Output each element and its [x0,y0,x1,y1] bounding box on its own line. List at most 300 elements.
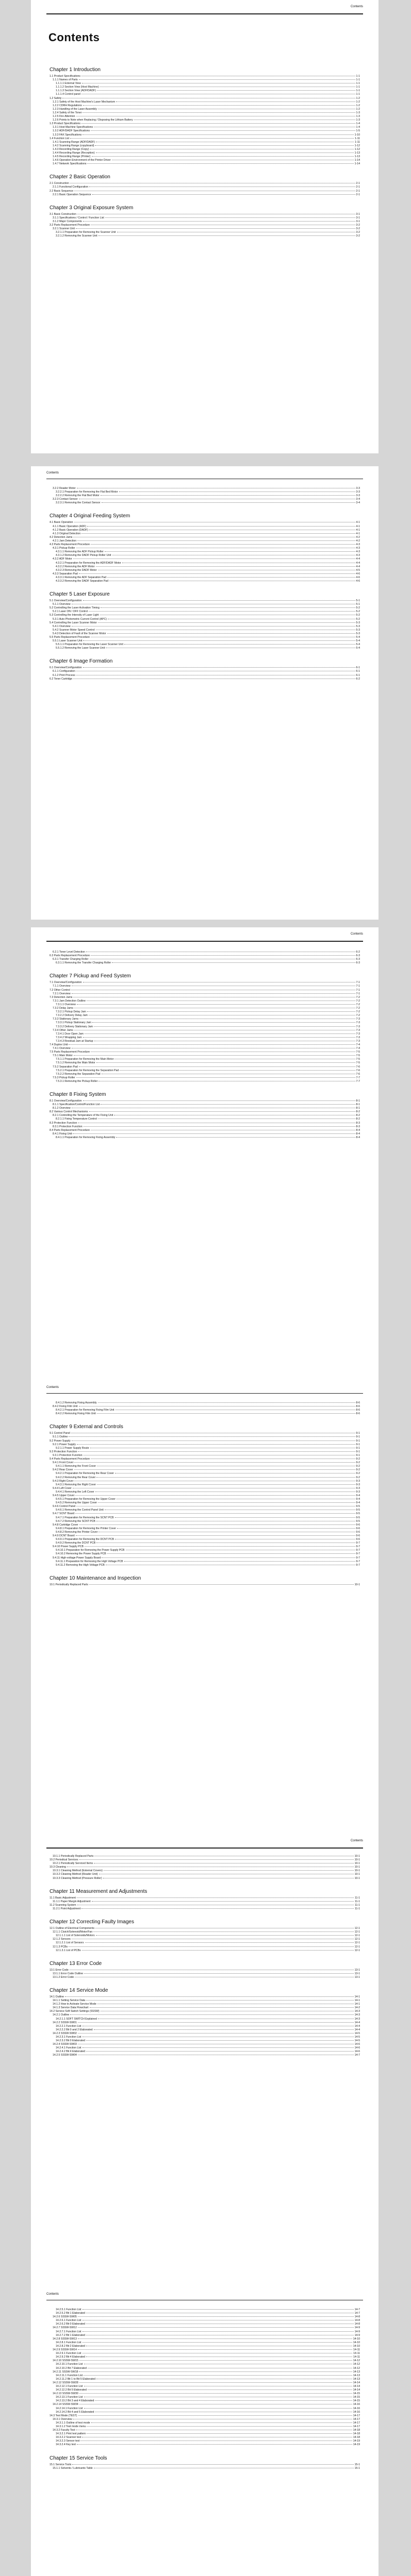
toc-entry[interactable] [50,1412,360,1416]
toc-entry[interactable] [50,572,360,576]
toc-entry[interactable] [50,1976,360,1979]
dot-leader [96,1062,355,1063]
toc-entry[interactable] [50,1439,360,1443]
toc-entry[interactable] [50,1458,360,1461]
toc-entry[interactable] [50,1520,360,1523]
toc-entry[interactable] [50,122,360,126]
toc-entry-title: 7.5 Parts Replacement Procedure [50,1050,90,1054]
toc-entry-title: 12.1.2.1 List of Sensors [56,1941,84,1945]
toc-entry[interactable] [50,1058,360,1061]
toc-entry[interactable] [50,1487,360,1490]
dot-leader [116,101,355,102]
toc-entry[interactable] [50,1099,360,1103]
toc-entry-title: 14.2.11 SSSW-SW18 [53,2370,78,2374]
toc-entry[interactable] [50,1450,360,1454]
toc-entry-title: 14.2.4.1 Function List [56,2046,81,2050]
toc-page-number: 4-2 [356,539,360,543]
toc-entry-title: 14.2.3 SSSW-SW02 [53,2031,77,2035]
toc-entry[interactable] [50,539,360,543]
dot-leader [88,2389,352,2390]
toc-entry[interactable] [50,1900,360,1904]
toc-entry-title: 3.2 Parts Replacement Procedure [50,224,90,227]
toc-entry[interactable] [50,2046,360,2050]
toc-entry[interactable] [50,2414,360,2418]
toc-entry[interactable] [50,1927,360,1930]
toc-entry[interactable] [50,536,360,539]
toc-entry[interactable] [50,1065,360,1069]
toc-entry[interactable] [50,111,360,115]
toc-entry[interactable] [50,1505,360,1509]
toc-page-number: 6-3 [356,958,360,961]
toc-entry[interactable] [50,1490,360,1494]
dot-leader [84,2375,352,2376]
toc-entry[interactable] [50,2036,360,2039]
toc-entry[interactable] [50,1136,360,1140]
toc-entry[interactable] [50,2396,360,2399]
toc-entry[interactable] [50,193,360,197]
dot-leader [92,1022,355,1023]
toc-page-number: 14-13 [353,2374,360,2377]
toc-entry[interactable] [50,1869,360,1873]
toc-entry[interactable] [50,2050,360,2054]
toc-entry[interactable] [50,2467,360,2470]
toc-entry[interactable] [50,2429,360,2432]
toc-entry[interactable] [50,78,360,82]
toc-entry[interactable] [50,1014,360,1018]
toc-entry[interactable] [50,159,360,162]
toc-entry[interactable] [50,621,360,625]
toc-entry-title: 14.1 Outline [50,1995,64,1998]
toc-entry[interactable] [50,639,360,643]
toc-entry[interactable] [50,2039,360,2043]
toc-entry[interactable] [50,2006,360,2010]
toc-entry[interactable] [50,1527,360,1531]
toc-entry[interactable] [50,1476,360,1480]
toc-entry[interactable] [50,1509,360,1512]
toc-entry[interactable] [50,2411,360,2414]
toc-entry[interactable] [50,2388,360,2392]
toc-entry[interactable] [50,1483,360,1487]
toc-entry[interactable] [50,490,360,494]
toc-entry[interactable] [50,1512,360,1516]
toc-page-number: 4-3 [356,547,360,550]
toc-entry[interactable] [50,961,360,965]
toc-entry[interactable] [50,629,360,632]
toc-entry-title: 4.3.2.3 Removing the DADF Motor [56,568,97,572]
toc-entry[interactable] [50,2432,360,2436]
toc-entry[interactable] [50,1036,360,1040]
toc-entry[interactable] [50,543,360,547]
toc-entry[interactable] [50,992,360,996]
toc-entry[interactable] [50,1468,360,1472]
toc-entry[interactable] [50,137,360,141]
toc-entry[interactable] [50,618,360,621]
toc-entry[interactable] [50,2421,360,2425]
toc-entry[interactable] [50,2463,360,2467]
dot-leader [74,1469,355,1470]
toc-entry[interactable] [50,576,360,580]
toc-entry[interactable] [50,2337,360,2341]
toc-entry[interactable] [50,104,360,108]
toc-entry[interactable] [50,213,360,216]
toc-entry[interactable] [50,625,360,629]
toc-entry[interactable] [50,2425,360,2429]
toc-entry[interactable] [50,1945,360,1949]
toc-entry[interactable] [50,1938,360,1941]
toc-entry[interactable] [50,231,360,234]
toc-entry[interactable] [50,1461,360,1465]
toc-entry[interactable] [50,547,360,550]
toc-entry[interactable] [50,1858,360,1862]
toc-entry[interactable] [50,1061,360,1065]
toc-entry[interactable] [50,1949,360,1953]
toc-entry[interactable] [50,162,360,166]
toc-entry[interactable] [50,2443,360,2447]
toc-entry[interactable] [50,2385,360,2388]
toc-entry-title: 9.4.9.1 Preparation for Removing the DCNT PCB [56,1538,114,1541]
toc-entry-title: 10.3 Cleaning [50,1866,67,1869]
toc-entry[interactable] [50,606,360,610]
toc-entry[interactable] [50,126,360,129]
toc-entry[interactable] [50,182,360,185]
toc-entry[interactable] [50,1538,360,1541]
toc-entry[interactable] [50,2003,360,2006]
toc-entry[interactable] [50,2028,360,2032]
toc-entry[interactable] [50,1007,360,1010]
toc-entry[interactable] [50,2418,360,2421]
toc-entry[interactable] [50,501,360,505]
toc-entry[interactable] [50,2330,360,2334]
toc-entry[interactable] [50,2355,360,2359]
toc-page-number: 5-4 [356,639,360,643]
dot-leader [78,2415,352,2416]
toc-entry[interactable] [50,2363,360,2366]
toc-entry[interactable] [50,1043,360,1047]
toc-entry[interactable] [50,562,360,565]
toc-entry[interactable] [50,1995,360,1999]
toc-entry[interactable] [50,958,360,961]
toc-entry[interactable] [50,151,360,155]
toc-entry[interactable] [50,144,360,148]
toc-entry[interactable] [50,2018,360,2021]
toc-entry[interactable] [50,1125,360,1129]
toc-entry[interactable] [50,2013,360,2017]
toc-entry[interactable] [50,610,360,614]
toc-entry-title: 7.1.1 Overview [53,985,71,988]
toc-entry[interactable] [50,1405,360,1409]
toc-entry[interactable] [50,2010,360,2013]
toc-entry[interactable] [50,2374,360,2378]
toc-entry[interactable] [50,141,360,144]
dot-leader [105,217,355,218]
toc-entry[interactable] [50,1110,360,1114]
toc-entry[interactable] [50,185,360,189]
toc-entry[interactable] [50,643,360,647]
toc-entry[interactable] [50,148,360,151]
toc-entry[interactable] [50,133,360,137]
toc-entry[interactable] [50,1862,360,1866]
toc-entry[interactable] [50,647,360,650]
toc-entry[interactable] [50,2381,360,2385]
toc-entry[interactable] [50,1556,360,1560]
toc-entry[interactable] [50,1122,360,1125]
toc-entry[interactable] [50,100,360,104]
toc-entry[interactable] [50,1435,360,1439]
toc-entry[interactable] [50,1930,360,1934]
toc-entry[interactable] [50,1443,360,1447]
toc-entry[interactable] [50,224,360,227]
toc-entry[interactable] [50,1003,360,1007]
toc-entry[interactable] [50,674,360,677]
toc-entry-title: 7.1 Overview/Configuration [50,981,82,985]
toc-page-number: 1-13 [354,155,360,159]
toc-entry[interactable] [50,1873,360,1876]
toc-entry[interactable] [50,1025,360,1029]
toc-entry[interactable] [50,2352,360,2355]
toc-entry[interactable] [50,75,360,78]
toc-entry[interactable] [50,2392,360,2396]
toc-page-number: 2-1 [356,193,360,196]
toc-entry[interactable] [50,1941,360,1945]
toc-entry[interactable] [50,2367,360,2370]
toc-entry[interactable] [50,1904,360,1907]
toc-entry[interactable] [50,1103,360,1107]
toc-entry[interactable] [50,1560,360,1564]
toc-entry[interactable] [50,2378,360,2381]
toc-entry[interactable] [50,1409,360,1412]
toc-entry[interactable] [50,1129,360,1132]
toc-entry[interactable] [50,2407,360,2411]
toc-entry[interactable] [50,2370,360,2374]
dot-leader [89,1111,355,1112]
toc-entry[interactable] [50,1040,360,1043]
toc-entry[interactable] [50,2326,360,2330]
toc-entry[interactable] [50,1076,360,1080]
running-header: Contents [46,2293,59,2296]
toc-entry[interactable] [50,1969,360,1972]
toc-entry[interactable] [50,636,360,639]
toc-entry[interactable] [50,999,360,1003]
toc-entry[interactable] [50,1896,360,1900]
toc-entry[interactable] [50,1877,360,1880]
toc-page-number: 7-1 [356,988,360,992]
dot-leader [79,2393,352,2394]
toc-entry[interactable] [50,129,360,133]
toc-entry[interactable] [50,951,360,954]
toc-entry-title: 7.5.1.2 Removing the Main Motor [56,1061,95,1065]
toc-entry[interactable] [50,2032,360,2036]
toc-entry[interactable] [50,1132,360,1136]
dot-leader [79,1859,354,1860]
toc-entry[interactable] [50,954,360,958]
dot-leader [74,1462,355,1463]
chapter-heading: Chapter 12 Correcting Faulty Images [50,1919,134,1925]
toc-entry[interactable] [50,494,360,498]
toc-entry[interactable] [50,1552,360,1556]
toc-entry[interactable] [50,89,360,93]
toc-entry-title: 7.5.2.2 Removing the Separation Pad [56,1072,101,1076]
toc-entry[interactable] [50,1080,360,1083]
toc-entry[interactable] [50,1047,360,1050]
toc-entry-title: 4.2 Detection Jams [50,535,73,539]
toc-page-number: 9-5 [356,1519,360,1523]
toc-entry[interactable] [50,2403,360,2406]
toc-entry[interactable] [50,2439,360,2443]
toc-page-number: 9-1 [356,1435,360,1439]
toc-entry[interactable] [50,985,360,988]
toc-entry[interactable] [50,996,360,999]
toc-entry[interactable] [50,2359,360,2363]
toc-page-number: 7-1 [356,981,360,985]
toc-entry[interactable] [50,1454,360,1458]
toc-entry[interactable] [50,1549,360,1552]
toc-entry[interactable] [50,108,360,111]
dot-leader [84,1126,355,1127]
toc-entry[interactable] [50,220,360,224]
toc-entry[interactable] [50,569,360,572]
toc-entry[interactable] [50,234,360,238]
toc-entry-title: 4.3.2.2 Removing the ADF Motor [56,565,95,568]
toc-entry[interactable] [50,227,360,231]
toc-entry[interactable] [50,1472,360,1476]
dot-leader [97,1484,355,1485]
toc-entry[interactable] [50,670,360,673]
toc-entry[interactable] [50,93,360,96]
toc-entry[interactable] [50,1498,360,1501]
toc-entry[interactable] [50,1029,360,1032]
toc-entry[interactable] [50,525,360,529]
dot-leader [89,611,355,612]
toc-entry[interactable] [50,1010,360,1014]
toc-entry[interactable] [50,677,360,681]
toc-entry[interactable] [50,2054,360,2057]
toc-entry[interactable] [50,1564,360,1567]
toc-entry[interactable] [50,2436,360,2439]
toc-entry[interactable] [50,1107,360,1110]
toc-page-number: 7-6 [356,1065,360,1069]
toc-entry[interactable] [50,565,360,569]
toc-page-number: 7-5 [356,1054,360,1058]
toc-entry[interactable] [50,580,360,583]
toc-entry[interactable] [50,2025,360,2028]
chapter-heading: Chapter 5 Laser Exposure [50,591,110,598]
toc-entry[interactable] [50,603,360,606]
toc-entry[interactable] [50,190,360,193]
toc-entry-title: 12.1.1.1 List of Solenoids/Motors [56,1934,95,1938]
toc-entry-title: 14.3.2.1 Print test pattern [56,2432,86,2436]
toc-entry[interactable] [50,1907,360,1911]
dot-leader [83,2309,354,2310]
toc-entry[interactable] [50,2334,360,2337]
toc-entry[interactable] [50,2323,360,2326]
toc-entry[interactable] [50,1401,360,1405]
toc-entry[interactable] [50,1541,360,1545]
toc-entry[interactable] [50,557,360,561]
toc-entry[interactable] [50,1032,360,1036]
toc-entry[interactable] [50,498,360,501]
toc-entry-title: 9.4.7 SCNT Board [53,1512,75,1516]
toc-entry[interactable] [50,1432,360,1435]
document-page [31,927,379,1381]
toc-entry[interactable] [50,86,360,89]
toc-entry[interactable] [50,1534,360,1538]
toc-entry[interactable] [50,97,360,100]
toc-entry[interactable] [50,82,360,86]
toc-entry[interactable] [50,1516,360,1520]
toc-entry[interactable] [50,1073,360,1076]
toc-entry[interactable] [50,554,360,557]
toc-entry[interactable] [50,666,360,670]
toc-entry[interactable] [50,1054,360,1058]
toc-entry[interactable] [50,1972,360,1976]
toc-entry[interactable] [50,1866,360,1869]
toc-entry[interactable] [50,2341,360,2345]
toc-entry[interactable] [50,2021,360,2025]
toc-entry[interactable] [50,2315,360,2319]
toc-page-number: 14-11 [353,2348,360,2352]
toc-page-number: 3-3 [356,490,360,494]
toc-entry-title: 9.4.10.2 Removing the Power Supply PCB [56,1552,106,1556]
toc-entry[interactable] [50,2319,360,2323]
toc-entry[interactable] [50,1069,360,1073]
toc-entry[interactable] [50,1523,360,1527]
toc-entry[interactable] [50,1501,360,1505]
toc-entry[interactable] [50,1117,360,1121]
toc-entry[interactable] [50,2043,360,2046]
toc-entry[interactable] [50,155,360,159]
toc-entry[interactable] [50,1465,360,1468]
dot-leader [104,1870,354,1871]
toc-entry[interactable] [50,118,360,122]
toc-entry[interactable] [50,1050,360,1054]
toc-entry[interactable] [50,599,360,603]
toc-entry[interactable] [50,2345,360,2348]
toc-entry[interactable] [50,1494,360,1498]
toc-entry[interactable] [50,1021,360,1025]
toc-entry[interactable] [50,989,360,992]
toc-entry[interactable] [50,1480,360,1483]
toc-entry[interactable] [50,532,360,536]
dot-leader [84,1973,353,1974]
toc-entry[interactable] [50,981,360,985]
toc-entry[interactable] [50,115,360,118]
toc-entry[interactable] [50,529,360,532]
toc-entry[interactable] [50,2399,360,2403]
toc-entry[interactable] [50,614,360,617]
toc-entry[interactable] [50,1583,360,1587]
toc-entry[interactable] [50,1447,360,1450]
toc-entry[interactable] [50,487,360,490]
toc-entry[interactable] [50,1855,360,1858]
toc-entry[interactable] [50,1934,360,1938]
toc-entry[interactable] [50,550,360,554]
toc-entry[interactable] [50,1114,360,1117]
chapter-heading: Chapter 6 Image Formation [50,658,113,665]
dot-leader [70,138,354,139]
toc-entry[interactable] [50,1999,360,2003]
toc-entry[interactable] [50,216,360,220]
toc-entry[interactable] [50,1545,360,1549]
toc-entry[interactable] [50,1018,360,1021]
toc-entry[interactable] [50,2348,360,2352]
toc-entry[interactable] [50,2308,360,2312]
toc-entry[interactable] [50,632,360,636]
toc-entry[interactable] [50,2312,360,2315]
toc-entry[interactable] [50,521,360,524]
toc-page-number: 14-7 [354,2054,360,2057]
toc-page-number: 9-7 [356,1541,360,1545]
toc-entry[interactable] [50,1531,360,1534]
